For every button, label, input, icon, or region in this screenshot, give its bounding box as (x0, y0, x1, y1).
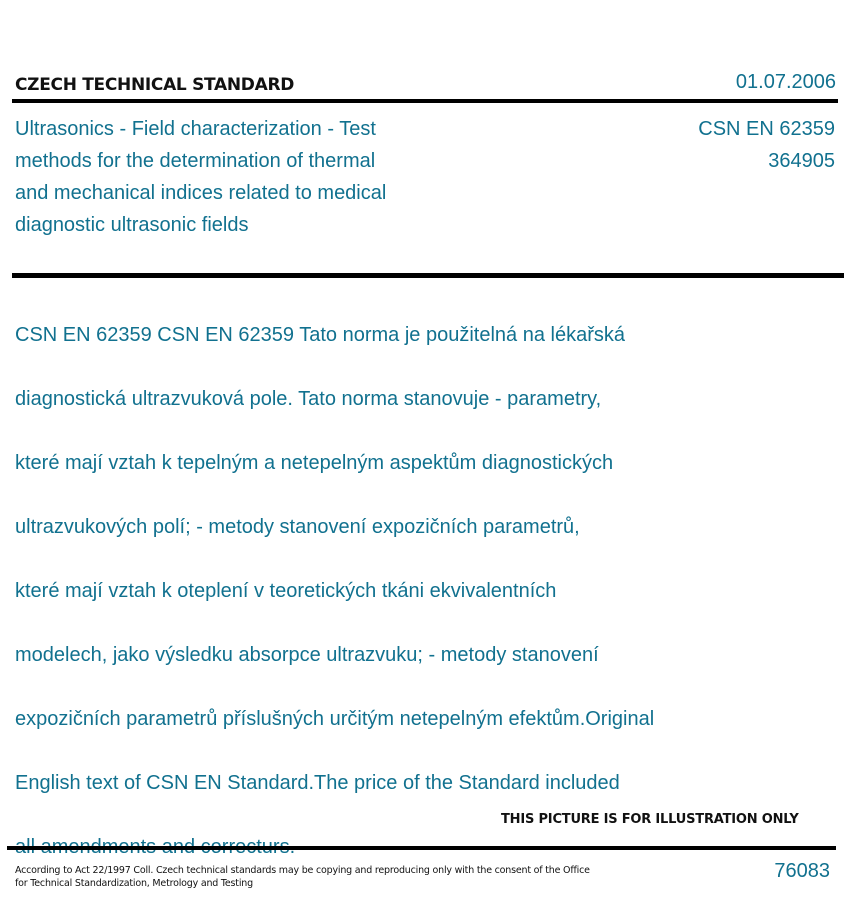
document-header-title: CZECH TECHNICAL STANDARD (15, 75, 295, 95)
standard-subject (15, 113, 445, 241)
description-line: expozičních parametrů příslušných určitým netepelným efektům.Original (15, 708, 655, 730)
publication-date: 01.07.2006 (735, 71, 836, 93)
subject-line: and mechanical indices related to medical (15, 182, 387, 204)
footer-divider (7, 846, 836, 850)
description-line: které mají vztah k tepelným a netepelným aspektům diagnostických (15, 452, 614, 474)
description-line: které mají vztah k oteplení v teoretických tkáni ekvivalentních (15, 580, 557, 602)
description-line: CSN EN 62359 CSN EN 62359 Tato norma je použitelná na lékařská (15, 324, 625, 346)
description-line: modelech, jako výsledku absorpce ultrazvuku; - metody stanovení (15, 644, 599, 666)
standard-codes (698, 113, 835, 177)
legal-notice (15, 864, 595, 890)
catalog-number: 76083 (774, 860, 830, 882)
standard-code: CSN EN 62359 (698, 118, 835, 140)
illustration-notice: THIS PICTURE IS FOR ILLUSTRATION ONLY (501, 812, 799, 827)
legal-line: for Technical Standardization, Metrology and Testing (15, 878, 253, 889)
header-divider (12, 99, 838, 103)
description-line: ultrazvukových polí; - metody stanovení expozičních parametrů, (15, 516, 580, 538)
section-divider (12, 273, 844, 278)
description-line: diagnostická ultrazvuková pole. Tato norma stanovuje - parametry, (15, 388, 602, 410)
subject-line: methods for the determination of thermal (15, 150, 376, 172)
subject-line: Ultrasonics - Field characterization - Test (15, 118, 376, 140)
class-number: 364905 (768, 150, 835, 172)
description-line: English text of CSN EN Standard.The price of the Standard included (15, 772, 620, 794)
subject-line: diagnostic ultrasonic fields (15, 214, 249, 236)
standard-description (15, 287, 715, 895)
legal-line: According to Act 22/1997 Coll. Czech technical standards may be copying and reproducing only with the consent of the Office (15, 865, 590, 876)
